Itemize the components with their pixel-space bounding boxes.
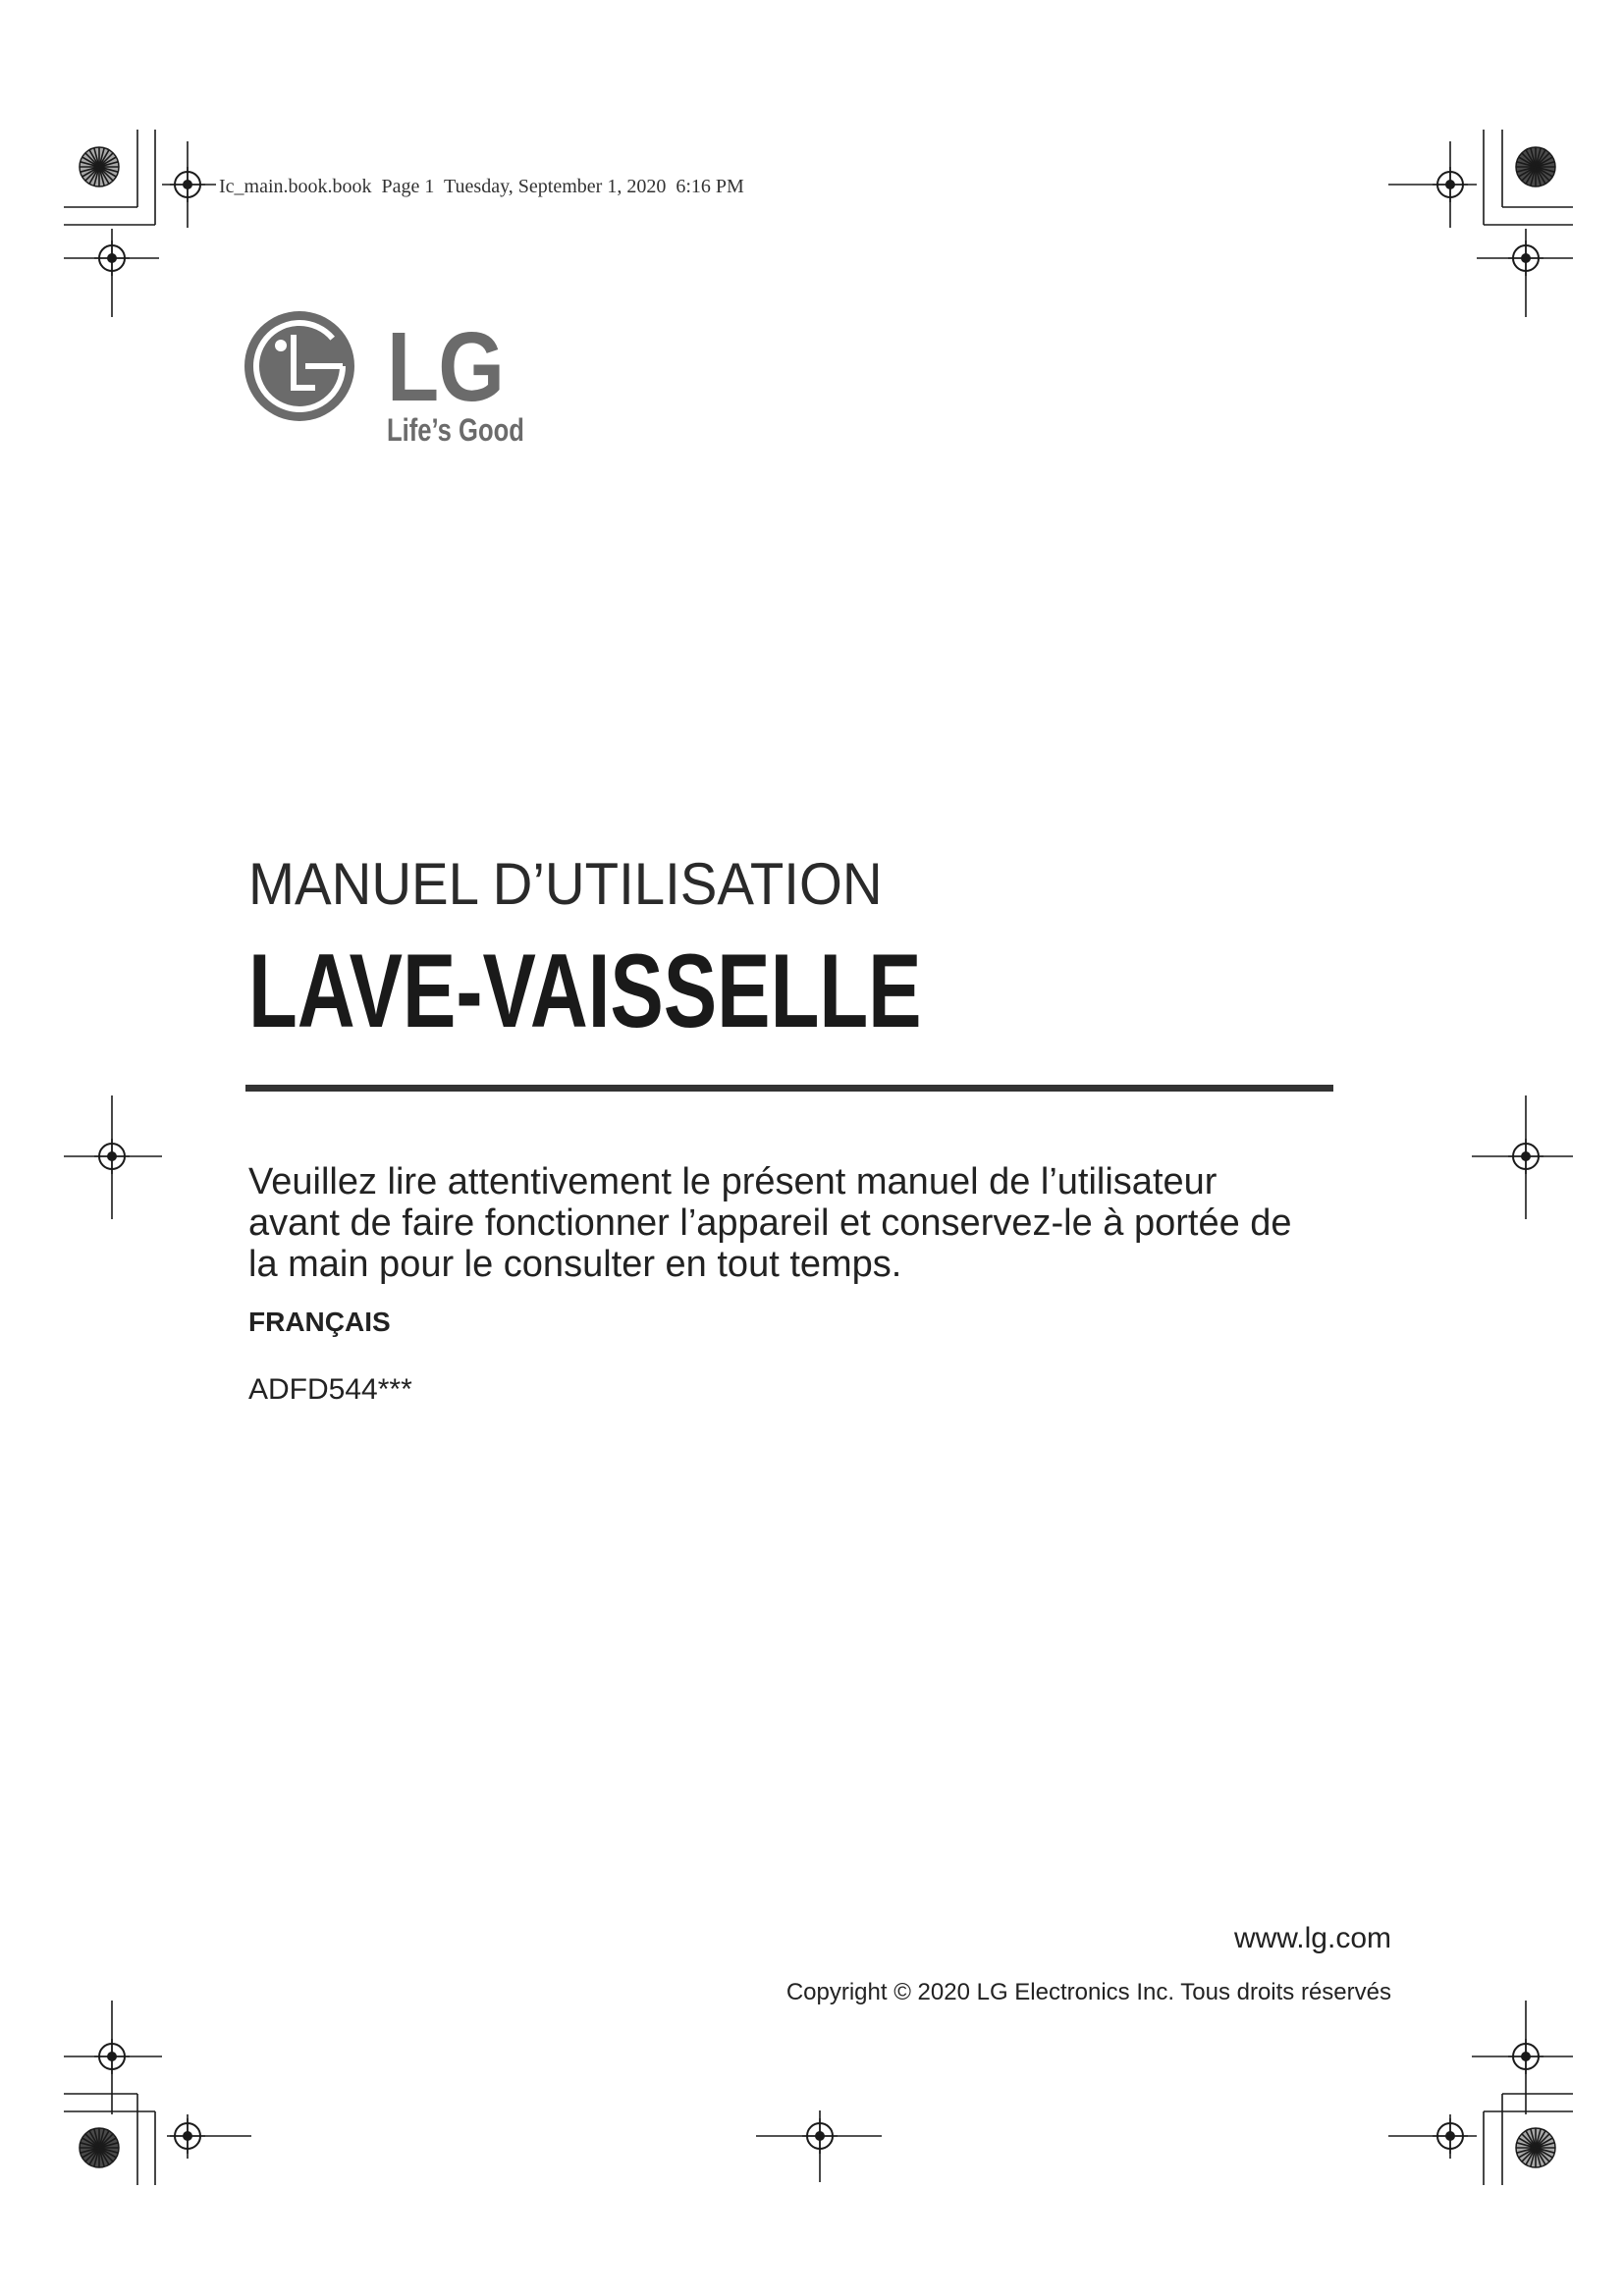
logo-wordmark: LG <box>387 312 505 422</box>
registration-mark-top-left <box>162 141 216 228</box>
starburst-target-icon <box>80 2128 119 2167</box>
intro-paragraph <box>248 1161 1292 1285</box>
starburst-target-icon <box>80 147 119 187</box>
copyright-notice: Copyright © 2020 LG Electronics Inc. Tous droits réservés <box>785 1979 1391 2005</box>
registration-mark-icon <box>94 240 130 276</box>
registration-mark-right-middle <box>1472 1095 1573 1219</box>
intro-line: la main pour le consulter en tout temps. <box>248 1244 902 1285</box>
starburst-target-icon <box>1516 2128 1555 2167</box>
crop-mark-top-left <box>64 130 155 225</box>
registration-mark-icon <box>1433 167 1468 202</box>
registration-mark-right-lower <box>1472 2001 1573 2114</box>
registration-mark-icon <box>802 2118 838 2154</box>
model-number: ADFD544*** <box>248 1373 412 1406</box>
document-subtitle: MANUEL D’UTILISATION <box>248 851 883 917</box>
registration-mark-right-upper <box>1477 229 1573 317</box>
lg-face-logo-icon <box>244 311 354 421</box>
registration-mark-left-lower <box>64 2001 162 2114</box>
website-url: www.lg.com <box>1233 1922 1391 1954</box>
registration-mark-icon <box>170 2118 205 2154</box>
registration-mark-icon <box>1508 2039 1543 2074</box>
registration-mark-top-right <box>1388 141 1477 228</box>
registration-mark-icon <box>170 167 205 202</box>
registration-mark-left-middle <box>64 1095 162 1219</box>
registration-mark-icon <box>1508 240 1543 276</box>
registration-mark-bottom-center <box>756 2110 882 2182</box>
logo-tagline: Life’s Good <box>387 412 524 448</box>
title-divider <box>245 1085 1333 1092</box>
product-title: LAVE-VAISSELLE <box>248 932 922 1049</box>
registration-mark-icon <box>94 1139 130 1174</box>
registration-mark-bottom-right <box>1388 2114 1477 2159</box>
registration-mark-icon <box>94 2039 130 2074</box>
registration-mark-icon <box>1508 1139 1543 1174</box>
crop-mark-bottom-left <box>64 2094 155 2185</box>
crop-mark-bottom-right <box>1484 2094 1573 2185</box>
registration-mark-icon <box>1433 2118 1468 2154</box>
intro-line: Veuillez lire attentivement le présent manuel de l’utilisateur <box>248 1161 1218 1202</box>
registration-mark-left-upper <box>64 229 159 317</box>
intro-line: avant de faire fonctionner l’appareil et conservez-le à portée de <box>248 1202 1292 1244</box>
starburst-target-icon <box>1516 147 1555 187</box>
language-label: FRANÇAIS <box>248 1307 391 1337</box>
crop-mark-top-right <box>1484 130 1573 225</box>
slug-line: Ic_main.book.book Page 1 Tuesday, September 1, 2020 6:16 PM <box>219 176 744 197</box>
registration-mark-bottom-left <box>167 2114 251 2159</box>
